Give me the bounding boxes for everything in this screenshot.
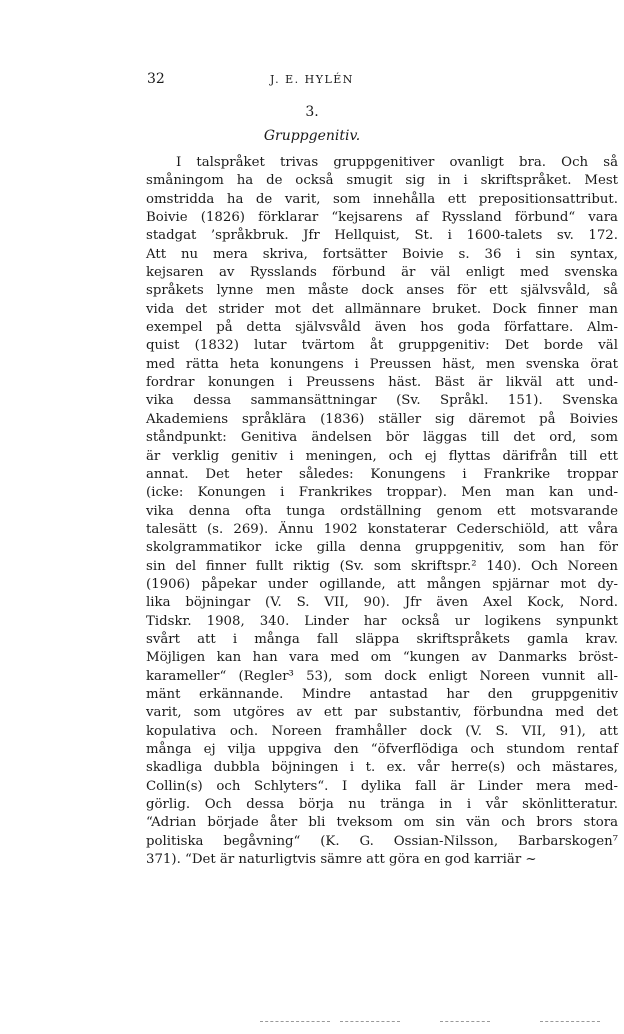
text-line: kejsaren av Rysslands förbund är väl enligt med svenska: [146, 265, 618, 281]
text-line: vida det strider mot det allmännare bruket. Dock finner man: [146, 301, 618, 317]
text-line: kopulativa och. Noreen framhåller dock (V. S. VII, 91), att: [146, 723, 618, 739]
text-line: görlig. Och dessa börja nu tränga in i vår skönlitteratur.: [146, 797, 618, 813]
body-text: [146, 154, 618, 869]
footer-rule: [540, 1021, 600, 1023]
page-number: 32: [147, 71, 165, 87]
footer-rule: [340, 1021, 400, 1023]
text-line: lika böjningar (V. S. VII, 90). Jfr även Axel Kock, Nord.: [146, 595, 618, 611]
text-line: med rätta heta konungens i Preussen häst, men svenska örat: [146, 356, 618, 372]
text-line: Tidskr. 1908, 340. Linder har också ur logikens synpunkt: [146, 613, 618, 629]
text-line: skolgrammatikor icke gilla denna gruppgenitiv, som han för: [146, 540, 618, 556]
text-line: Collin(s) och Schlyters“. I dylika fall är Linder mera med-: [146, 778, 618, 794]
text-line: (icke: Konungen i Frankrikes troppar). Men man kan und-: [146, 485, 618, 501]
section-title: Gruppgenitiv.: [263, 128, 361, 144]
text-line: “Adrian började åter bli tveksom om sin vän och brors stora: [146, 815, 618, 831]
text-line: vika denna ofta tunga ordställning genom ett motsvarande: [146, 503, 618, 519]
text-line: (1906) påpekar under ogillande, att mången spjärnar mot dy-: [146, 576, 618, 592]
text-line: annat. Det heter således: Konungens i Frankrike troppar: [146, 466, 618, 482]
text-line: ståndpunkt: Genitiva ändelsen bör läggas till det ord, som: [146, 430, 618, 446]
section-number: 3.: [305, 104, 319, 120]
text-line: Möjligen kan han vara med om “kungen av Danmarks bröst-: [146, 650, 618, 666]
text-line: många ej vilja uppgiva den “öfverflödiga och stundom rentaf: [146, 742, 618, 757]
text-line: karameller“ (Regler³ 53), som dock enligt Noreen vunnit all-: [146, 668, 618, 684]
text-line: mänt erkännande. Mindre antastad har den gruppgenitiv: [146, 686, 618, 702]
text-line: vika dessa sammansättningar (Sv. Språkl. 151). Svenska: [146, 393, 618, 409]
footer-rule: [260, 1021, 330, 1023]
text-line: svårt att i många fall släppa skriftspråkets gamla krav.: [146, 631, 618, 647]
text-line: Akademiens språklära (1836) ställer sig däremot på Boivies: [146, 411, 618, 427]
running-head: J. E. HYLÉN: [270, 73, 354, 86]
text-line: stadgat ’språkbruk. Jfr Hellquist, St. i 1600-talets sv. 172.: [146, 228, 618, 244]
footer-rule: [440, 1021, 490, 1023]
text-line: skadliga dubbla böjningen i t. ex. vår herre(s) och mästares,: [146, 760, 618, 776]
text-line: sin del finner fullt riktig (Sv. som skriftspr.² 140). Och Noreen: [146, 558, 618, 574]
text-line: Boivie (1826) förklarar “kejsarens af Ryssland förbund“ vara: [146, 210, 618, 226]
text-line: småningom ha de också smugit sig in i skriftspråket. Mest: [146, 173, 618, 189]
text-line: fordrar konungen i Preussens häst. Bäst är likväl att und-: [146, 375, 618, 391]
text-line: språkets lynne men måste dock anses för ett självsvåld, så: [146, 283, 618, 299]
text-line: omstridda ha de varit, som innehålla ett prepositionsattribut.: [146, 191, 618, 207]
text-line: är verklig genitiv i meningen, och ej flyttas därifrån till ett: [146, 448, 618, 464]
text-line: I talspråket trivas gruppgenitiver ovanligt bra. Och så: [176, 155, 618, 170]
text-line: talesätt (s. 269). Ännu 1902 konstaterar Cederschiöld, att våra: [146, 521, 618, 537]
text-line: 371). “Det är naturligtvis sämre att göra en god karriär ~: [146, 852, 537, 868]
text-line: exempel på detta självsvåld även hos goda författare. Alm-: [146, 320, 618, 336]
text-line: varit, som utgöres av ett par substantiv, förbundna med det: [146, 705, 618, 721]
text-line: Att nu mera skriva, fortsätter Boivie s. 36 i sin syntax,: [146, 246, 618, 262]
text-line: politiska begåvning“ (K. G. Ossian-Nilsson, Barbarskogen⁷: [146, 833, 618, 849]
text-line: quist (1832) lutar tvärtom åt gruppgenitiv: Det borde väl: [146, 338, 618, 354]
